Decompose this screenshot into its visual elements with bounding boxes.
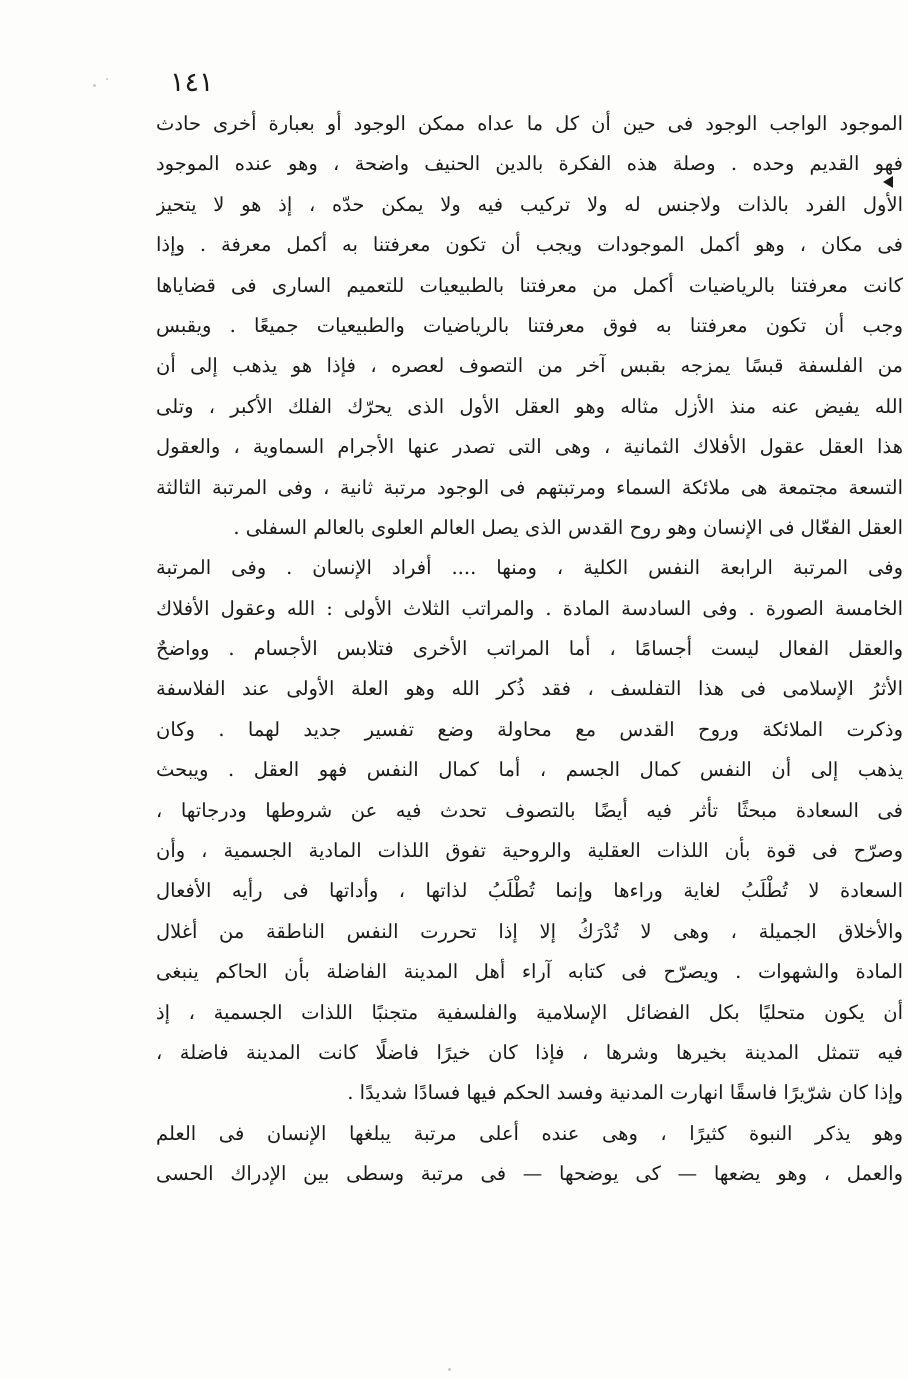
text-line: هذا العقل عقول الأفلاك الثمانية ، وهى التى تصدر عنها الأجرام السماوية ، والعقول bbox=[156, 435, 903, 459]
scan-speck bbox=[93, 84, 96, 87]
page-number: ١٤١ bbox=[170, 67, 214, 98]
text-line: أن يكون متحليًا بكل الفضائل الإسلامية والفلسفية متجنبًا اللذات الجسمية ، إذ bbox=[156, 1000, 903, 1024]
text-line: الأول الفرد بالذات ولاجنس له ولا تركيب فيه ولا يمكن حدّه ، إذ هو لا يتحيز bbox=[156, 192, 903, 216]
scan-speck bbox=[448, 1368, 451, 1371]
text-line: والعقل الفعال ليست أجسامًا ، أما المراتب الأخرى فتلابس الأجسام . وواضحٌ bbox=[156, 637, 903, 661]
text-line: الأثرُ الإسلامى فى هذا التفلسف ، فقد ذُكر الله وهو العلة الأولى عند الفلاسفة bbox=[156, 677, 903, 701]
text-line: وذكرت الملائكة وروح القدس مع محاولة وضع تفسير جديد لهما . وكان bbox=[156, 717, 903, 741]
text-line: وفى المرتبة الرابعة النفس الكلية ، ومنها .... أفراد الإنسان . وفى المرتبة bbox=[156, 556, 903, 580]
text-line: السعادة لا تُطْلَبُ لغاية وراءها وإنما تُطْلَبُ لذاتها ، وأداتها فى رأيه الأفعال bbox=[156, 879, 903, 903]
text-line: المادة والشهوات . ويصرّح فى كتابه آراء أهل المدينة الفاضلة بأن الحاكم ينبغى bbox=[156, 960, 903, 984]
text-line: والعمل ، وهو يضعها — كى يوضحها — فى مرتبة وسطى بين الإدراك الحسى bbox=[156, 1162, 903, 1186]
text-line: وهو يذكر النبوة كثيرًا ، وهى عنده أعلى مرتبة يبلغها الإنسان فى العلم bbox=[156, 1121, 903, 1145]
text-line: فى مكان ، وهو أكمل الموجودات ويجب أن تكون معرفتنا به أكمل معرفة . وإذا bbox=[156, 233, 903, 257]
text-line: فى السعادة مبحثًا تأثر فيه أيضًا بالتصوف تحدث فيه عن شروطها ودرجاتها ، bbox=[156, 798, 903, 822]
text-line: الله يفيض عنه منذ الأزل مثاله وهو العقل الأول الذى يحرّك الفلك الأكبر ، وتلى bbox=[156, 394, 903, 418]
text-line: يذهب إلى أن النفس كمال الجسم ، أما كمال النفس فهو العقل . ويبحث bbox=[156, 758, 903, 782]
text-line: وصرّح فى قوة بأن اللذات العقلية والروحية تفوق اللذات المادية الجسمية ، وأن bbox=[156, 839, 903, 863]
scan-speck bbox=[106, 78, 108, 80]
text-line: فهو القديم وحده . وصلة هذه الفكرة بالدين الحنيف واضحة ، وهو عنده الموجود bbox=[156, 152, 903, 176]
text-line: التسعة مجتمعة هى ملائكة السماء ومرتبتهم فى الوجود مرتبة ثانية ، وفى المرتبة الثالثة bbox=[156, 475, 903, 499]
text-line: الموجود الواجب الوجود فى حين أن كل ما عداه ممكن الوجود أو بعبارة أخرى حادث bbox=[156, 112, 903, 135]
text-line: وإذا كان شرّيرًا فاسقًا انهارت المدنية وفسد الحكم فيها فسادًا شديدًا . bbox=[347, 1081, 903, 1105]
text-line: وجب أن تكون معرفتنا به فوق معرفتنا بالرياضيات والطبيعيات جميعًا . ويقبس bbox=[156, 313, 903, 337]
body-text bbox=[156, 104, 903, 1195]
text-line: من الفلسفة قبسًا يمزجه بقبس آخر من التصوف لعصره ، فإذا هو يذهب إلى أن bbox=[156, 354, 903, 378]
text-line: فيه تتمثل المدينة بخيرها وشرها ، فإذا كان خيرًا فاضلًا كانت المدينة فاضلة ، bbox=[156, 1040, 903, 1064]
text-line: كانت معرفتنا بالرياضيات أكمل من معرفتنا بالطبيعيات للتعميم السارى فى قضاياها bbox=[156, 273, 903, 297]
text-line: العقل الفعّال فى الإنسان وهو روح القدس الذى يصل العالم العلوى بالعالم السفلى . bbox=[233, 515, 903, 539]
text-line: الخامسة الصورة . وفى السادسة المادة . والمراتب الثلاث الأولى : الله وعقول الأفلاك bbox=[156, 596, 903, 620]
text-line: والأخلاق الجميلة ، وهى لا تُدْرَكُ إلا إذا تحررت النفس الناطقة من أغلال bbox=[156, 919, 903, 943]
